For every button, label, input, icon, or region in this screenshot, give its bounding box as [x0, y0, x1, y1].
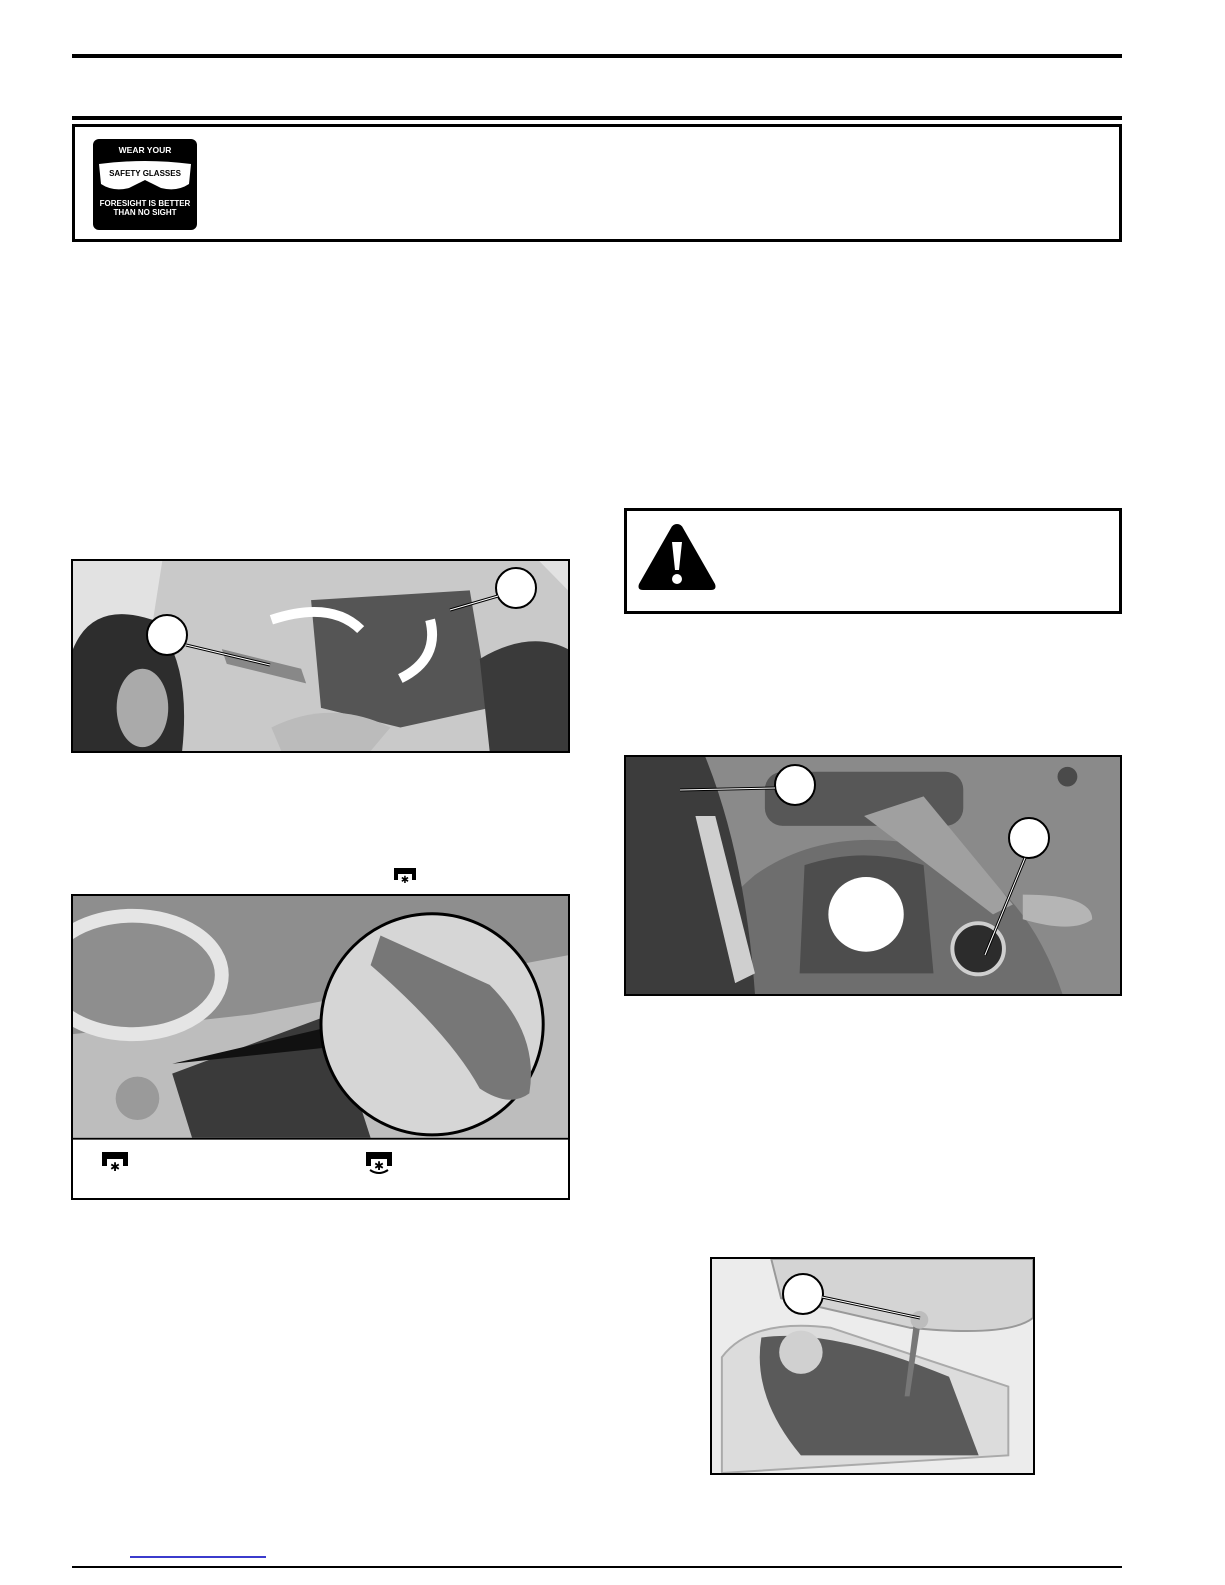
- svg-text:✱: ✱: [109, 1160, 121, 1174]
- warning-triangle-icon: [637, 522, 717, 592]
- footer-link-rule: [130, 1556, 266, 1558]
- hood-latch-illustration: [73, 561, 568, 751]
- svg-text:✱: ✱: [400, 875, 410, 884]
- sign-lines-3-4: [93, 199, 197, 217]
- sign-line-4: THAN NO SIGHT: [113, 208, 177, 217]
- pto-lever-figure: [71, 894, 570, 1200]
- callout-circle: [774, 764, 816, 806]
- callout-circle: [782, 1273, 824, 1315]
- sign-line-2: SAFETY GLASSES: [109, 169, 181, 178]
- sign-line-1: WEAR YOUR: [118, 145, 172, 155]
- blade-engage-icon: [392, 866, 418, 884]
- deck-controls-figure: [624, 755, 1122, 996]
- header-rule: [72, 116, 1122, 120]
- callout-circle: [1008, 817, 1050, 859]
- blade-engage-icon: [100, 1150, 130, 1174]
- callout-circle: [495, 567, 537, 609]
- pto-lever-illustration: [73, 896, 568, 1198]
- callout-circle: [146, 614, 188, 656]
- top-rule: [72, 54, 1122, 58]
- safety-glasses-sign: [93, 139, 197, 230]
- safety-banner: [72, 124, 1122, 242]
- sign-line-3: FORESIGHT IS BETTER: [99, 199, 191, 208]
- deck-controls-illustration: [626, 757, 1120, 994]
- blade-disengage-icon: [364, 1150, 394, 1176]
- seat-lever-figure: [710, 1257, 1035, 1475]
- footer-rule: [72, 1566, 1122, 1568]
- seat-lever-illustration: [712, 1259, 1033, 1473]
- svg-text:✱: ✱: [373, 1159, 385, 1173]
